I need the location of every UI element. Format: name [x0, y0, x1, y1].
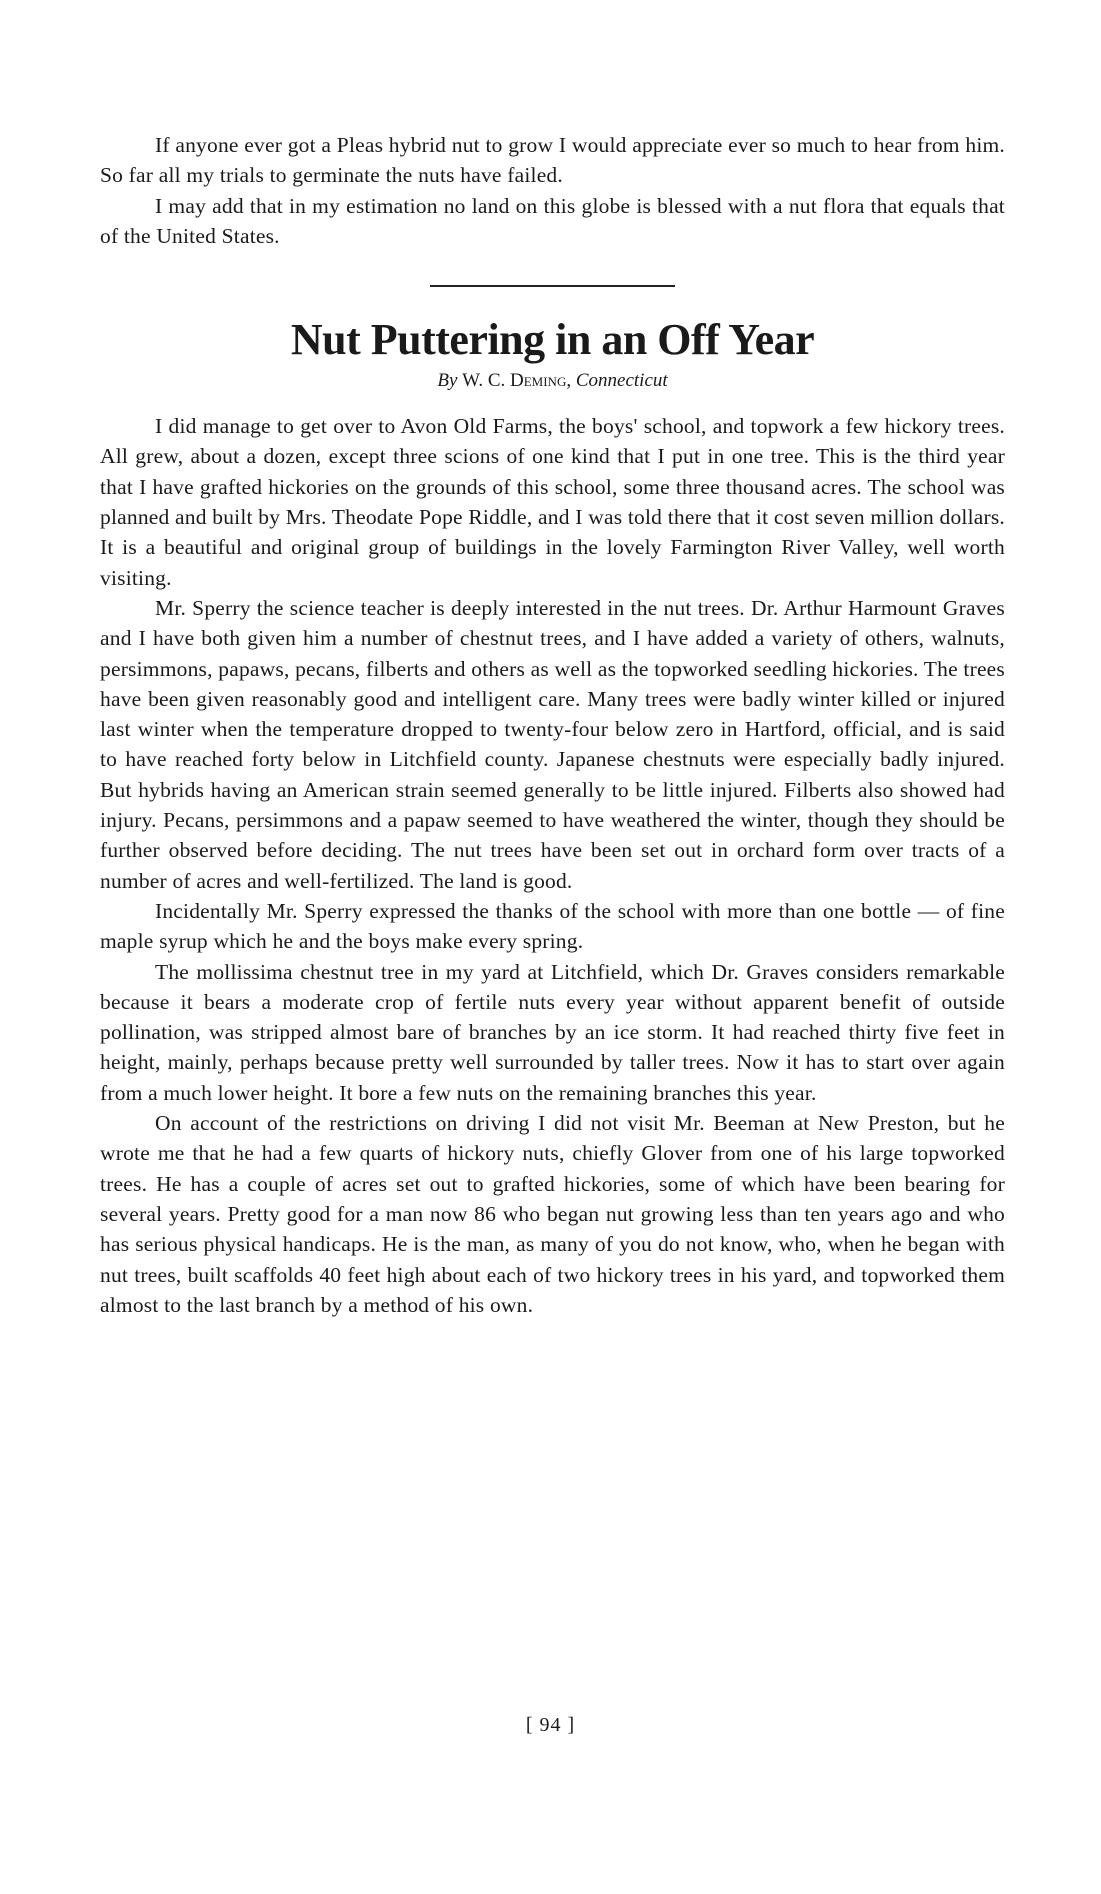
page-body: [100, 130, 1005, 1320]
article-paragraph: Incidentally Mr. Sperry expressed the thanks of the school with more than one bottle — of fine maple syrup which he and the boys make every spring.: [100, 898, 1005, 954]
byline-author: W. C. Deming,: [462, 370, 572, 392]
byline-by: By: [437, 370, 458, 392]
article-paragraph: Mr. Sperry the science teacher is deeply interested in the nut trees. Dr. Arthur Harmount Graves and I have both given him a number of chestnut trees, and I have added a variety of others, walnuts, persimmons, papaws, pecans, filberts and others as well as the topworked seedling hickories. The trees have been given reasonably good and intelligent care. Many trees were badly winter killed or injured last winter when the temperature dropped to twenty-four below zero in Hartford, official, and is said to have reached forty below in Litchfield county. Japanese chestnuts were especially badly injured. But hybrids having an American strain seemed generally to be little injured. Filberts also showed had injury. Pecans, persimmons and a papaw seemed to have weathered the winter, though they should be further observed before deciding. The nut trees have been set out in orchard form over tracts of a number of acres and well-fertilized. The land is good.: [100, 595, 1005, 893]
page-number: [ 94 ]: [525, 1714, 576, 1736]
section-divider: [430, 285, 675, 287]
article-paragraph: On account of the restrictions on driving I did not visit Mr. Beeman at New Preston, but he wrote me that he had a few quarts of hickory nuts, chiefly Glover from one of his large topworked trees. He has a couple of acres set out to grafted hickories, some of which have been bearing for several years. Pretty good for a man now 86 who began nut growing less than ten years ago and who has serious physical handicaps. He is the man, as many of you do not know, who, when he began with nut trees, built scaffolds 40 feet high about each of two hickory trees in his yard, and topworked them almost to the last branch by a method of his own.: [100, 1111, 1005, 1317]
article-paragraph: I did manage to get over to Avon Old Farms, the boys' school, and topwork a few hickory trees. All grew, about a dozen, except three scions of one kind that I put in one tree. This is the third year that I have grafted hickories on the grounds of this school, some three thousand acres. The school was planned and built by Mrs. Theodate Pope Riddle, and I was told there that it cost seven million dollars. It is a beautiful and original group of buildings in the lovely Farmington River Valley, well worth visiting.: [100, 414, 1005, 590]
intro-paragraph: I may add that in my estimation no land on this globe is blessed with a nut flora that equals that of the United States.: [100, 193, 1005, 248]
intro-paragraph: If anyone ever got a Pleas hybrid nut to grow I would appreciate ever so much to hear from him. So far all my trials to germinate the nuts have failed.: [100, 133, 1005, 188]
byline-state: Connecticut: [575, 370, 668, 392]
article-title: Nut Puttering in an Off Year: [290, 315, 815, 365]
article-byline: [100, 367, 1005, 395]
article-paragraph: The mollissima chestnut tree in my yard at Litchfield, which Dr. Graves considers remarkable because it bears a moderate crop of fertile nuts every year without apparent benefit of outside pollination, was stripped almost bare of branches by an ice storm. It had reached thirty five feet in height, mainly, perhaps because pretty well surrounded by taller trees. Now it has to start over again from a much lower height. It bore a few nuts on the remaining branches this year.: [100, 959, 1005, 1105]
